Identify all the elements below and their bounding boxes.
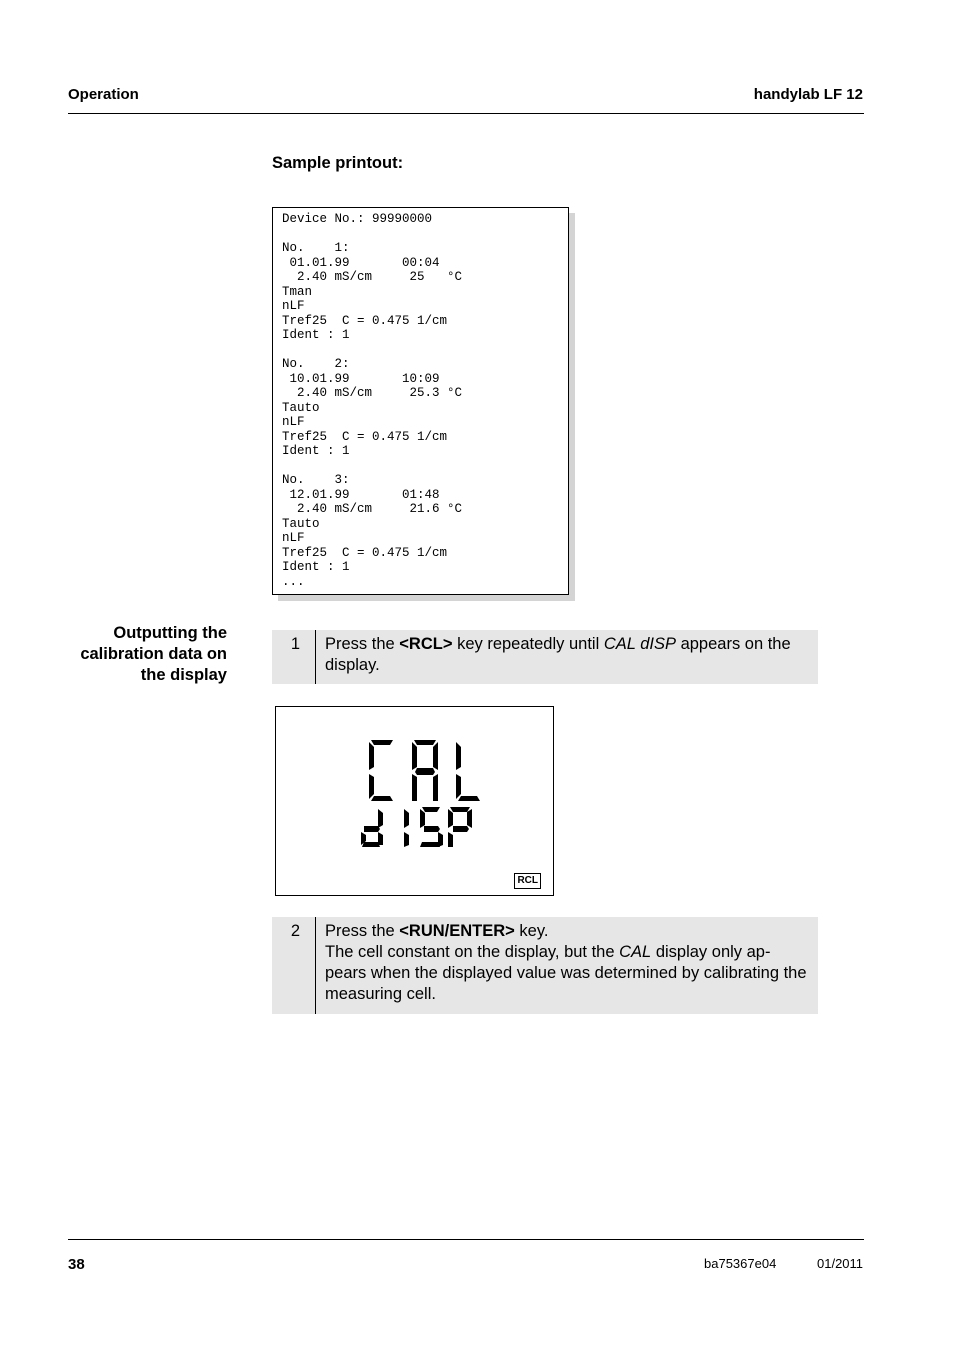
header-rule: [68, 113, 864, 114]
doc-date: 01/2011: [817, 1256, 864, 1271]
step-1: [272, 630, 818, 684]
rcl-indicator: RCL: [514, 873, 541, 889]
step-text-part: display only ap-pears when the displayed value was determined by calibrating the measuring cell.: [325, 943, 807, 1003]
footer-rule: [68, 1239, 864, 1240]
step-number: 1: [272, 630, 316, 684]
step-text-part: The cell constant on the display, but the: [325, 943, 620, 961]
key-name: <RUN/ENTER>: [399, 922, 515, 940]
display-text: CAL dISP: [603, 635, 676, 653]
lcd-display: [275, 706, 554, 896]
doc-id: ba75367e04: [704, 1256, 777, 1271]
step-text: [316, 917, 818, 1014]
step-text-part: key repeatedly until: [452, 635, 604, 653]
lcd-line2-disp: [361, 807, 472, 847]
lcd-segments: [276, 707, 553, 895]
step-text: [316, 630, 818, 684]
printout-text: Device No.: 99990000 No. 1: 01.01.99 00:04 2.40 mS/cm 25 °C Tman nLF Tref25 C = 0.475 1/cm Ident : 1 No. 2: 10.01.99 10:09 2.40 mS/cm 25.3 °C Tauto nLF Tref25 C = 0.475 1/cm Ident : 1 No. 3: 12.01.99 01:48 2.40 mS/cm 21.6 °C Tauto nLF Tref25 C = 0.475 1/cm Ident : 1 ...: [282, 212, 463, 589]
header-product: handylab LF 12: [753, 86, 863, 103]
step-text-part: Press the: [325, 922, 400, 940]
printout-title: Sample printout:: [272, 154, 404, 172]
key-name: <RCL>: [399, 635, 453, 653]
step-number: 2: [272, 917, 316, 1014]
step-text-part: key.: [514, 922, 549, 940]
page-number: 38: [68, 1256, 85, 1273]
calibration-heading: Outputting the calibration data on the display: [80, 624, 227, 684]
sample-printout: [272, 207, 569, 595]
step-2: [272, 917, 818, 1014]
step-text-part: Press the: [325, 635, 400, 653]
header-section: Operation: [68, 86, 139, 103]
step-text-part: appears on the display.: [325, 635, 791, 674]
display-text: CAL: [619, 943, 652, 961]
lcd-line1-cal: [369, 740, 480, 801]
